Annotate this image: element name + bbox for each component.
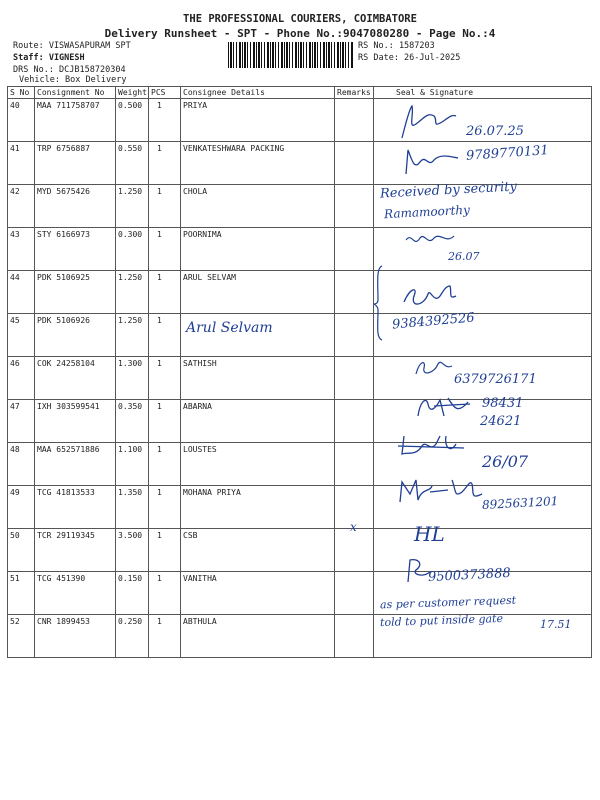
cell-pcs: 1	[149, 400, 181, 443]
cell-weight: 0.500	[116, 99, 149, 142]
cell-remarks	[335, 357, 374, 400]
cell-consignee: VANITHA	[181, 572, 335, 615]
cell-weight: 0.150	[116, 572, 149, 615]
cell-sno: 44	[8, 271, 35, 314]
cell-weight: 1.250	[116, 314, 149, 357]
cell-consignee: SATHISH	[181, 357, 335, 400]
cell-consignee: MOHANA PRIYA	[181, 486, 335, 529]
cell-sno: 52	[8, 615, 35, 658]
cell-remarks	[335, 314, 374, 357]
signature-row-41	[400, 146, 460, 180]
cell-consignment-no: CNR 1899453	[35, 615, 116, 658]
signature-row-45	[400, 282, 458, 316]
signature-scribble-41	[400, 146, 460, 176]
rs-date: RS Date: 26-Jul-2025	[358, 53, 461, 63]
cell-pcs: 1	[149, 228, 181, 271]
cell-sno: 47	[8, 400, 35, 443]
signature-scribble-49	[396, 476, 486, 506]
cell-remarks	[335, 443, 374, 486]
table-row	[8, 615, 592, 658]
cell-consignee: CHOLA	[181, 185, 335, 228]
cell-consignee: ABARNA	[181, 400, 335, 443]
cell-sno: 42	[8, 185, 35, 228]
cell-pcs: 1	[149, 142, 181, 185]
cell-consignment-no: TCR 29119345	[35, 529, 116, 572]
drs-number: DRS No.: DCJB158720304	[13, 65, 126, 75]
cell-sno: 40	[8, 99, 35, 142]
table-row	[8, 228, 592, 271]
staff-label: Staff: VIGNESH	[13, 53, 85, 63]
signature-row-47	[414, 394, 474, 424]
cell-consignee: POORNIMA	[181, 228, 335, 271]
cell-sno: 45	[8, 314, 35, 357]
col-header-weight: Weight	[116, 87, 149, 99]
cell-consignment-no: TCG 41813533	[35, 486, 116, 529]
handwriting-phone-51: 9500373888	[427, 565, 512, 586]
cell-remarks	[335, 228, 374, 271]
cell-weight: 0.250	[116, 615, 149, 658]
handwriting-phone-45: 9384392526	[391, 310, 476, 333]
brace-mark	[372, 264, 386, 342]
cell-consignment-no: PDK 5106925	[35, 271, 116, 314]
cell-sno: 43	[8, 228, 35, 271]
handwriting-phone-47-part2: 24621	[480, 414, 522, 429]
cell-sno: 48	[8, 443, 35, 486]
handwriting-date-48: 26/07	[482, 452, 529, 471]
col-header-consignee: Consignee Details	[181, 87, 335, 99]
cell-weight: 1.250	[116, 185, 149, 228]
cell-pcs: 1	[149, 99, 181, 142]
handwriting-note-42-line1: Received by security	[379, 179, 518, 202]
cell-sno: 49	[8, 486, 35, 529]
cell-consignment-no: PDK 5106926	[35, 314, 116, 357]
signature-row-46	[414, 356, 454, 382]
cell-pcs: 1	[149, 529, 181, 572]
cell-consignee: ARUL SELVAM	[181, 271, 335, 314]
handwriting-phone-41: 9789770131	[465, 143, 550, 164]
vehicle-label: Vehicle: Box Delivery	[19, 75, 127, 85]
route-label: Route: VISWASAPURAM SPT	[13, 41, 131, 51]
cell-pcs: 1	[149, 357, 181, 400]
cell-weight: 0.350	[116, 400, 149, 443]
cell-weight: 1.350	[116, 486, 149, 529]
signature-scribble-43	[404, 230, 456, 250]
cell-remarks	[335, 185, 374, 228]
signature-scribble-45	[400, 282, 458, 312]
cell-consignment-no: MAA 711758707	[35, 99, 116, 142]
signature-scribble-47	[414, 394, 474, 420]
runsheet-subtitle: Delivery Runsheet - SPT - Phone No.:9047080280 - Page No.:4	[104, 27, 496, 40]
cell-remarks	[335, 615, 374, 658]
cell-pcs: 1	[149, 572, 181, 615]
col-header-consignment: Consignment No	[35, 87, 116, 99]
handwriting-note-52-line2: told to put inside gate	[379, 611, 504, 630]
cell-remarks	[335, 142, 374, 185]
cell-pcs: 1	[149, 443, 181, 486]
cell-consignee: CSB	[181, 529, 335, 572]
cell-consignment-no: TRP 6756887	[35, 142, 116, 185]
table-row	[8, 271, 592, 314]
cell-remarks	[335, 572, 374, 615]
table-header-row	[8, 87, 592, 99]
document-title: THE PROFESSIONAL COURIERS, COIMBATORE	[183, 13, 417, 25]
handwriting-note-42-line2: Ramamoorthy	[383, 202, 471, 222]
handwriting-date-43: 26.07	[448, 250, 480, 263]
cell-consignment-no: STY 6166973	[35, 228, 116, 271]
cell-pcs: 1	[149, 615, 181, 658]
cell-consignment-no: COK 24258104	[35, 357, 116, 400]
table-row	[8, 314, 592, 357]
cell-remarks	[335, 271, 374, 314]
handwriting-phone-46: 6379726171	[454, 372, 537, 387]
col-header-signature: Seal & Signature	[374, 87, 592, 99]
rs-number: RS No.: 1587203	[358, 41, 435, 51]
signature-row-48	[396, 432, 466, 464]
handwriting-date-40: 26.07.25	[466, 124, 524, 139]
cell-consignment-no: MYD 5675426	[35, 185, 116, 228]
handwriting-phone-49: 8925631201	[481, 494, 559, 512]
cell-weight: 1.100	[116, 443, 149, 486]
handwriting-phone-47-part1: 98431	[482, 396, 524, 411]
signature-scribble-40	[398, 102, 458, 142]
cell-weight: 1.300	[116, 357, 149, 400]
signature-scribble-48	[396, 432, 466, 460]
col-header-remarks: Remarks	[335, 87, 374, 99]
handwriting-name-45: Arul Selvam	[186, 320, 273, 336]
barcode	[228, 42, 354, 68]
cell-consignee: LOUSTES	[181, 443, 335, 486]
handwriting-seal-50: HL	[414, 522, 445, 546]
handwriting-note-52-line1: as per customer request	[379, 593, 517, 612]
cell-sno: 41	[8, 142, 35, 185]
cell-consignee: ABTHULA	[181, 615, 335, 658]
cell-weight: 0.300	[116, 228, 149, 271]
cell-consignment-no: MAA 652571886	[35, 443, 116, 486]
cell-sno: 51	[8, 572, 35, 615]
signature-row-40	[398, 102, 458, 146]
table-row	[8, 529, 592, 572]
cell-consignee: VENKATESHWARA PACKING	[181, 142, 335, 185]
cell-pcs: 1	[149, 271, 181, 314]
cell-weight: 1.250	[116, 271, 149, 314]
cell-pcs: 1	[149, 486, 181, 529]
cell-remarks	[335, 400, 374, 443]
cell-weight: 0.550	[116, 142, 149, 185]
col-header-pcs: PCS	[149, 87, 181, 99]
cell-consignee: PRIYA	[181, 99, 335, 142]
cell-consignment-no: TCG 451390	[35, 572, 116, 615]
cell-pcs: 1	[149, 185, 181, 228]
cell-remarks	[335, 529, 374, 572]
cell-consignment-no: IXH 303599541	[35, 400, 116, 443]
bracket-rows-44-45	[372, 264, 386, 346]
handwriting-remark-50: x	[350, 520, 357, 534]
cell-remarks	[335, 99, 374, 142]
signature-scribble-46	[414, 356, 454, 378]
cell-sno: 46	[8, 357, 35, 400]
col-header-sno: S No	[8, 87, 35, 99]
cell-sno: 50	[8, 529, 35, 572]
signature-row-49	[396, 476, 486, 510]
cell-pcs: 1	[149, 314, 181, 357]
handwriting-time-52: 17.51	[540, 618, 572, 631]
cell-weight: 3.500	[116, 529, 149, 572]
